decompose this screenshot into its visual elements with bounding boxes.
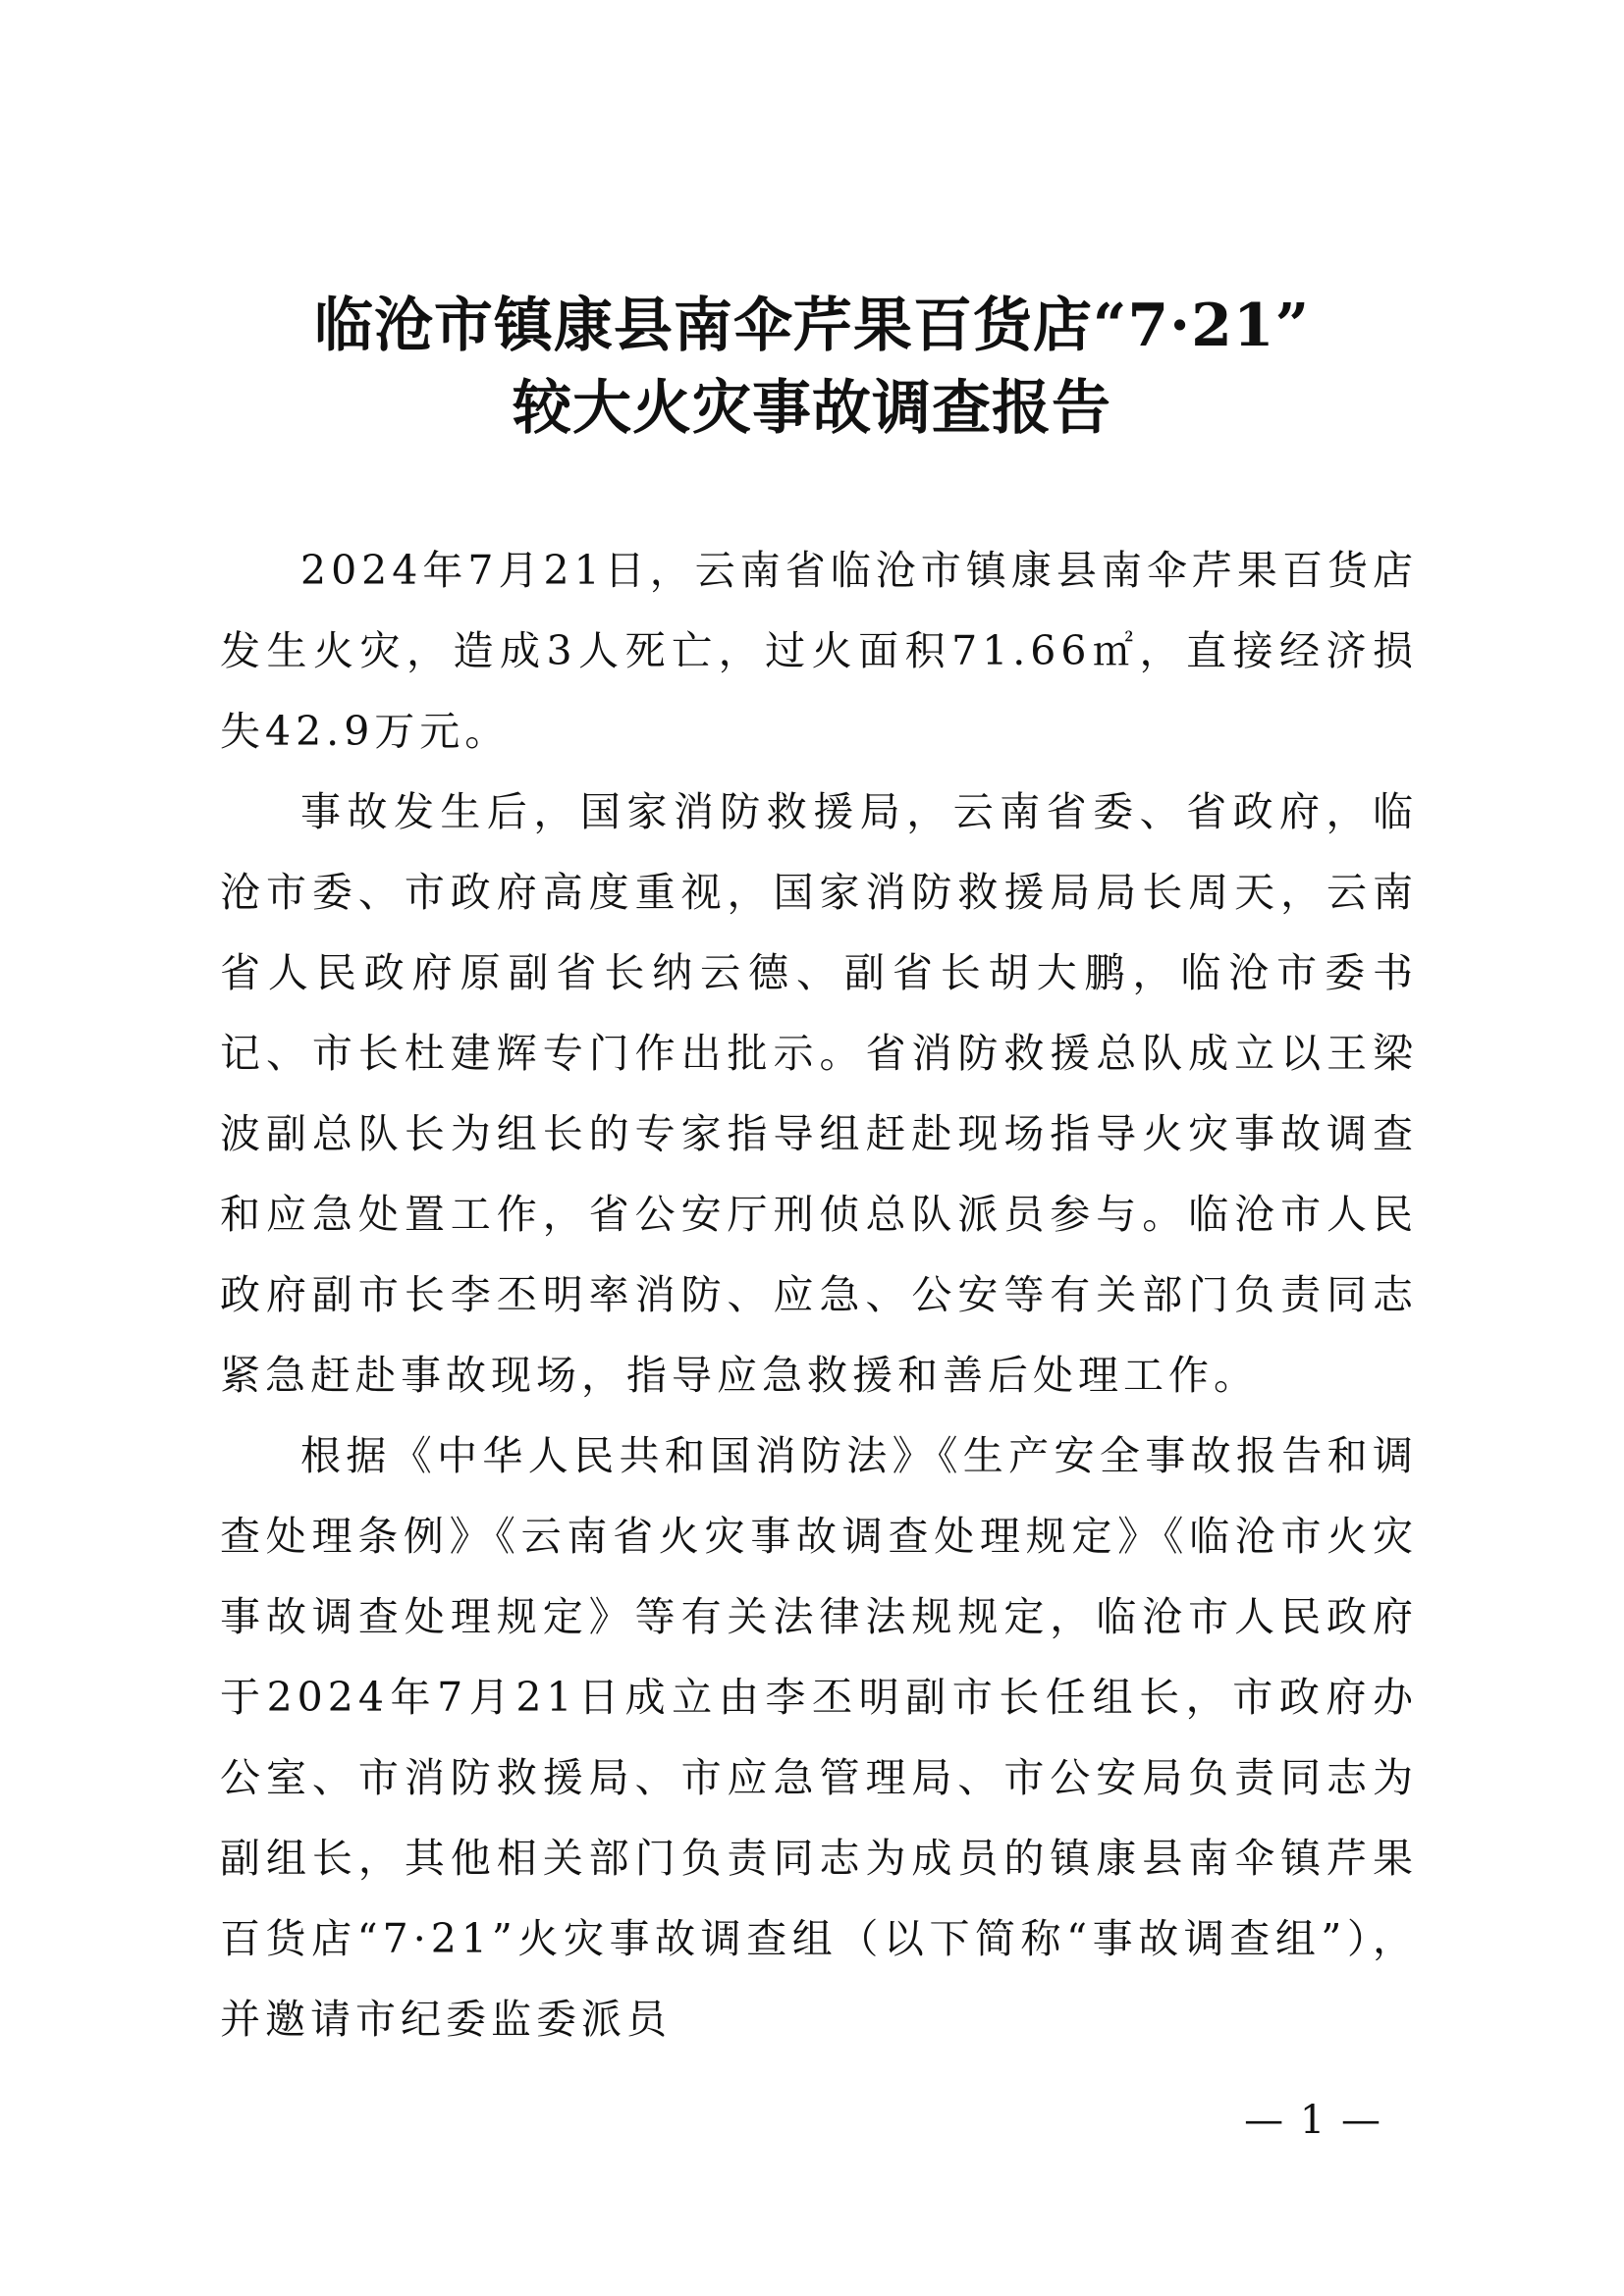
paragraph-1: 2024年7月21日，云南省临沧市镇康县南伞芹果百货店发生火灾，造成3人死亡，过火面积71.66㎡，直接经济损失42.9万元。	[220, 547, 1418, 755]
document-body	[220, 530, 1418, 2059]
document-title-line-1: 临沧市镇康县南伞芹果百货店“7·21”	[313, 292, 1311, 360]
document-title-line-2: 较大火灾事故调查报告	[513, 374, 1111, 443]
page-number: — 1 —	[1244, 2098, 1382, 2143]
paragraph-2: 事故发生后，国家消防救援局，云南省委、省政府，临沧市委、市政府高度重视，国家消防救援局局长周天，云南省人民政府原副省长纳云德、副省长胡大鹏，临沧市委书记、市长杜建辉专门作出批示。省消防救援总队成立以王梁波副总队长为组长的专家指导组赶赴现场指导火灾事故调查和应急处置工作，省公安厅刑侦总队派员参与。临沧市人民政府副市长李丕明率消防、应急、公安等有关部门负责同志紧急赶赴事故现场，指导应急救援和善后处理工作。	[220, 788, 1418, 1399]
paragraph-3: 根据《中华人民共和国消防法》《生产安全事故报告和调查处理条例》《云南省火灾事故调查处理规定》《临沧市火灾事故调查处理规定》等有关法律法规规定，临沧市人民政府于2024年7月21日成立由李丕明副市长任组长，市政府办公室、市消防救援局、市应急管理局、市公安局负责同志为副组长，其他相关部门负责同志为成员的镇康县南伞镇芹果百货店“7·21”火灾事故调查组（以下简称“事故调查组”），并邀请市纪委监委派员	[220, 1432, 1418, 2043]
